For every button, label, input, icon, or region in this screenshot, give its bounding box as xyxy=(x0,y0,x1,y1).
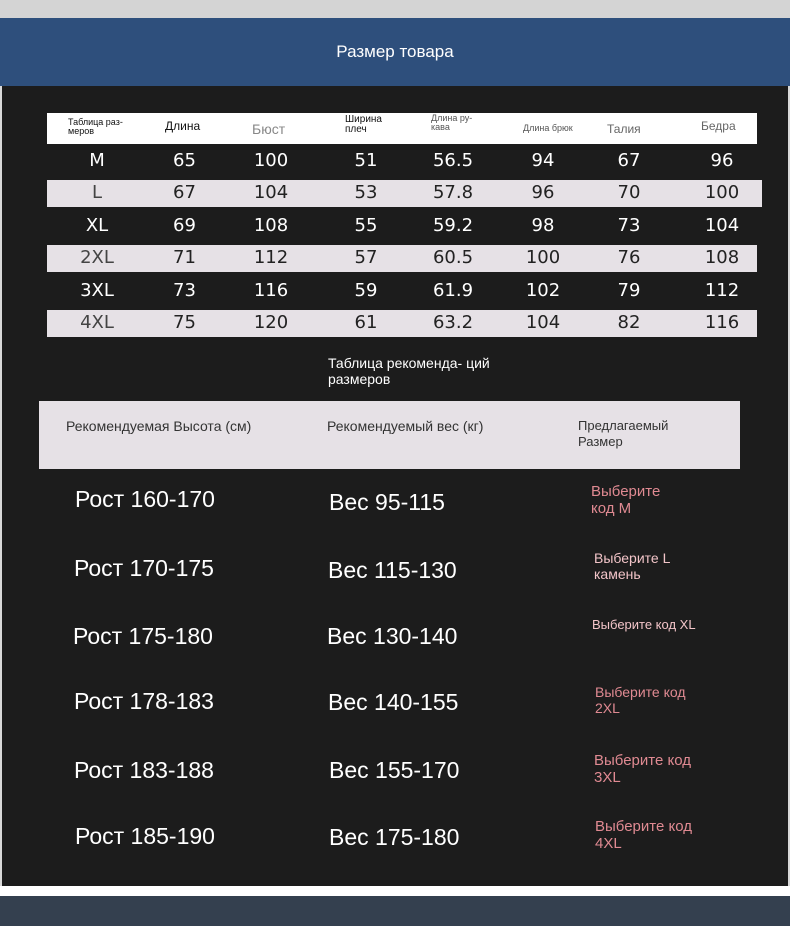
recommendation-row xyxy=(39,672,740,732)
suggested-size: Выберите код 3XL xyxy=(594,752,691,787)
cell-hips: 104 xyxy=(704,214,740,236)
recommendation-row xyxy=(39,807,740,867)
cell-sleeve: 63.2 xyxy=(432,312,474,334)
recommended-height: Рост 160-170 xyxy=(75,486,215,512)
size-row-3xl xyxy=(47,274,757,307)
size-row-4xl xyxy=(47,307,757,340)
size-row-l xyxy=(47,177,757,210)
cell-length: 67 xyxy=(173,182,196,204)
suggested-size: Выберите L камень xyxy=(594,550,670,583)
header-recommended-height: Рекомендуемая Высота (см) xyxy=(66,418,252,434)
cell-hips: 96 xyxy=(710,149,734,171)
size-row-2xl xyxy=(47,242,757,275)
recommended-height: Рост 178-183 xyxy=(74,688,214,714)
cell-pants-length: 102 xyxy=(525,279,561,301)
size-table xyxy=(47,113,757,339)
cell-sleeve: 56.5 xyxy=(432,149,474,171)
bottom-divider xyxy=(0,886,790,896)
cell-pants-length: 100 xyxy=(525,247,561,269)
recommended-weight: Вес 175-180 xyxy=(329,824,460,850)
cell-shoulder: 59 xyxy=(354,279,378,301)
cell-sleeve: 59.2 xyxy=(432,214,474,236)
cell-sleeve: 57.8 xyxy=(432,182,474,204)
header-recommended-weight: Рекомендуемый вес (кг) xyxy=(327,418,484,434)
size-table-header xyxy=(47,113,757,144)
recommended-height: Рост 170-175 xyxy=(74,555,214,581)
cell-pants-length: 94 xyxy=(531,149,555,171)
cell-size: 2XL xyxy=(80,247,114,269)
cell-shoulder: 55 xyxy=(354,214,378,236)
header-shoulder: Ширина плеч xyxy=(345,114,382,135)
suggested-size: Выберите код M xyxy=(591,483,661,518)
header-pants-length: Длина брюк xyxy=(523,123,573,133)
recommended-weight: Вес 140-155 xyxy=(328,689,459,715)
cell-waist: 70 xyxy=(617,182,641,204)
cell-shoulder: 61 xyxy=(354,312,378,334)
cell-waist: 76 xyxy=(617,247,641,269)
recommendation-row xyxy=(39,538,740,598)
suggested-size: Выберите код 2XL xyxy=(595,684,686,717)
recommended-weight: Вес 155-170 xyxy=(329,757,460,783)
header-size: Таблица раз- меров xyxy=(68,117,123,136)
recommendation-title: Таблица рекоменда- ций размеров xyxy=(328,355,490,388)
cell-pants-length: 104 xyxy=(525,312,561,334)
header-length: Длина xyxy=(165,119,201,133)
cell-pants-length: 96 xyxy=(531,182,555,204)
cell-size: L xyxy=(91,182,103,204)
cell-waist: 82 xyxy=(617,312,641,334)
size-row-xl xyxy=(47,209,757,242)
recommended-weight: Вес 95-115 xyxy=(329,489,445,515)
cell-waist: 67 xyxy=(617,149,641,171)
product-size-banner xyxy=(0,18,790,86)
cell-hips: 116 xyxy=(704,312,740,334)
cell-bust: 116 xyxy=(253,279,289,301)
cell-hips: 108 xyxy=(704,247,740,269)
cell-bust: 100 xyxy=(253,149,289,171)
header-bust: Бюст xyxy=(252,121,286,137)
cell-sleeve: 61.9 xyxy=(432,279,474,301)
cell-waist: 73 xyxy=(617,214,641,236)
cell-size: M xyxy=(89,149,105,171)
cell-sleeve: 60.5 xyxy=(432,247,474,269)
recommended-height: Рост 175-180 xyxy=(73,623,213,649)
recommended-height: Рост 185-190 xyxy=(75,823,215,849)
cell-length: 65 xyxy=(173,149,196,171)
cell-pants-length: 98 xyxy=(531,214,555,236)
suggested-size: Выберите код 4XL xyxy=(595,818,692,853)
cell-shoulder: 51 xyxy=(354,149,378,171)
header-hips: Бедра xyxy=(701,119,736,133)
cell-hips: 112 xyxy=(704,279,740,301)
top-strip xyxy=(0,0,790,18)
recommended-weight: Вес 115-130 xyxy=(328,557,457,583)
cell-shoulder: 53 xyxy=(354,182,378,204)
cell-size: 3XL xyxy=(80,279,114,301)
cell-bust: 104 xyxy=(253,182,289,204)
cell-size: 4XL xyxy=(80,312,114,334)
recommendation-row xyxy=(39,470,740,530)
cell-length: 71 xyxy=(173,247,196,269)
cell-bust: 120 xyxy=(253,312,289,334)
cell-bust: 108 xyxy=(253,214,289,236)
banner-title: Размер товара xyxy=(336,42,454,61)
cell-waist: 79 xyxy=(617,279,641,301)
cell-hips: 100 xyxy=(704,182,740,204)
recommended-weight: Вес 130-140 xyxy=(327,623,458,649)
recommendation-row xyxy=(39,740,740,800)
suggested-size: Выберите код XL xyxy=(592,617,696,632)
cell-length: 69 xyxy=(173,214,196,236)
cell-size: XL xyxy=(85,214,109,236)
cell-length: 75 xyxy=(173,312,196,334)
cell-shoulder: 57 xyxy=(354,247,378,269)
cell-bust: 112 xyxy=(253,247,289,269)
cell-length: 73 xyxy=(173,279,196,301)
header-sleeve: Длина ру- кава xyxy=(431,113,473,132)
footer-bar xyxy=(0,896,790,926)
recommendation-header xyxy=(39,401,740,469)
recommendation-row xyxy=(39,606,740,666)
recommended-height: Рост 183-188 xyxy=(74,757,214,783)
header-suggested-size: Предлагаемый Размер xyxy=(578,418,669,449)
header-waist: Талия xyxy=(607,122,641,136)
size-row-m xyxy=(47,144,757,177)
